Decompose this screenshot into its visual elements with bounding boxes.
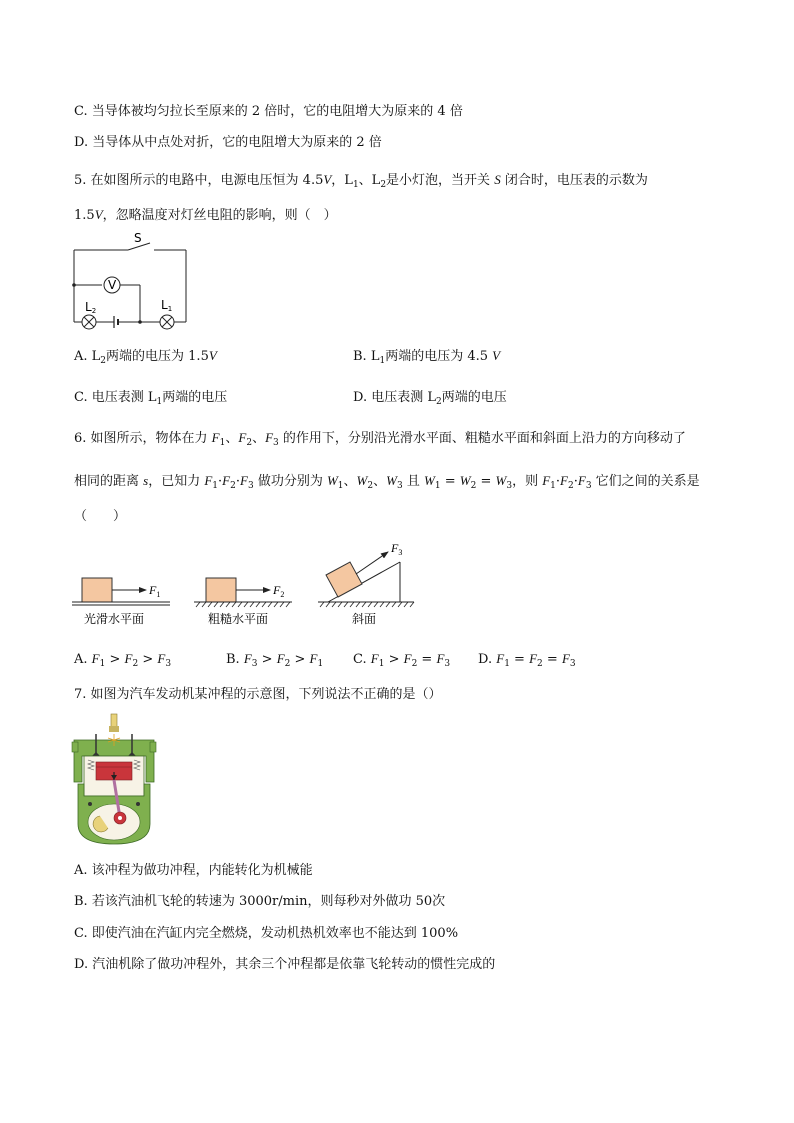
q5-stem-line1: 5. 在如图所示的电路中，电源电压恒为 4.5V，$L_1$、$L_2$是小灯泡，当开关 S 闭合时，电压表的示数为 [74,172,648,190]
q4-option-c: C. 当导体被均匀拉长至原来的 2 倍时，它的电阻增大为原来的 4 倍 [74,104,463,119]
f3-label: $F_3$ [391,541,403,557]
q5-option-c: C. 电压表测 $L_1$两端的电压 [74,390,228,407]
spark-plug-icon [111,714,117,728]
q7-option-b: B. 若该汽油机飞轮的转速为 3000r/min，则每秒对外做功 50次 [74,894,446,909]
q6-force-figures [70,540,420,632]
q5-circuit-diagram [70,232,190,332]
q7-option-d: D. 汽油机除了做功冲程外，其余三个冲程都是依靠飞轮转动的惯性完成的 [74,957,496,972]
q6-stem-line1: 6. 如图所示，物体在力 $F_1$、$F_2$、$F_3$ 的作用下，分别沿光滑水平面、粗糙水平面和斜面上沿力的方向移动了 [74,430,686,448]
switch-label: S [134,231,142,245]
q7-option-c: C. 即使汽油在汽缸内完全燃烧，发动机热机效率也不能达到 100% [74,926,459,941]
voltmeter-label: V [108,278,117,292]
q5-option-d: D. 电压表测 $L_2$两端的电压 [353,390,507,407]
q6-stem-line3: （ ） [74,509,127,524]
q7-engine-diagram [70,712,160,848]
q5-option-b: B. $L_1$两端的电压为 4.5 V [353,348,501,366]
q7-stem: 7. 如图为汽车发动机某冲程的示意图，下列说法不正确的是（） [74,687,442,702]
q7-option-a: A. 该冲程为做功冲程，内能转化为机械能 [74,863,313,878]
f2-label: $F_2$ [273,583,285,599]
q6-option-a: A. $F_1 > F_2 > F_3$ [74,651,172,669]
label-smooth: 光滑水平面 [84,612,145,626]
q6-option-d: D. $F_1 = F_2 = F_3$ [478,651,576,669]
q5-option-a: A. $L_2$两端的电压为 1.5V [74,348,217,366]
lamp1-label: L1 [161,298,173,313]
q4-option-d: D. 当导体从中点处对折，它的电阻增大为原来的 2 倍 [74,135,382,150]
f1-label: $F_1$ [149,583,161,599]
label-rough: 粗糙水平面 [208,612,269,626]
lamp2-label: L2 [85,300,97,315]
q6-option-c: C. $F_1 > F_2 = F_3$ [353,651,451,669]
q6-option-b: B. $F_3 > F_2 > F_1$ [226,651,324,669]
q5-stem-line2: 1.5V，忽略温度对灯丝电阻的影响，则（ ） [74,207,337,223]
label-incline: 斜面 [352,612,377,626]
q6-stem-line2: 相同的距离 s，已知力 $F_1\cdot F_2\cdot F_3$ 做功分别为 $W_1$、$W_2$、$W_3$ 且 $W_1 = W_2 = W_3$，则 $F_1\cdot F_2\cdot F_3$ 它们之间的关系是 [74,473,700,491]
